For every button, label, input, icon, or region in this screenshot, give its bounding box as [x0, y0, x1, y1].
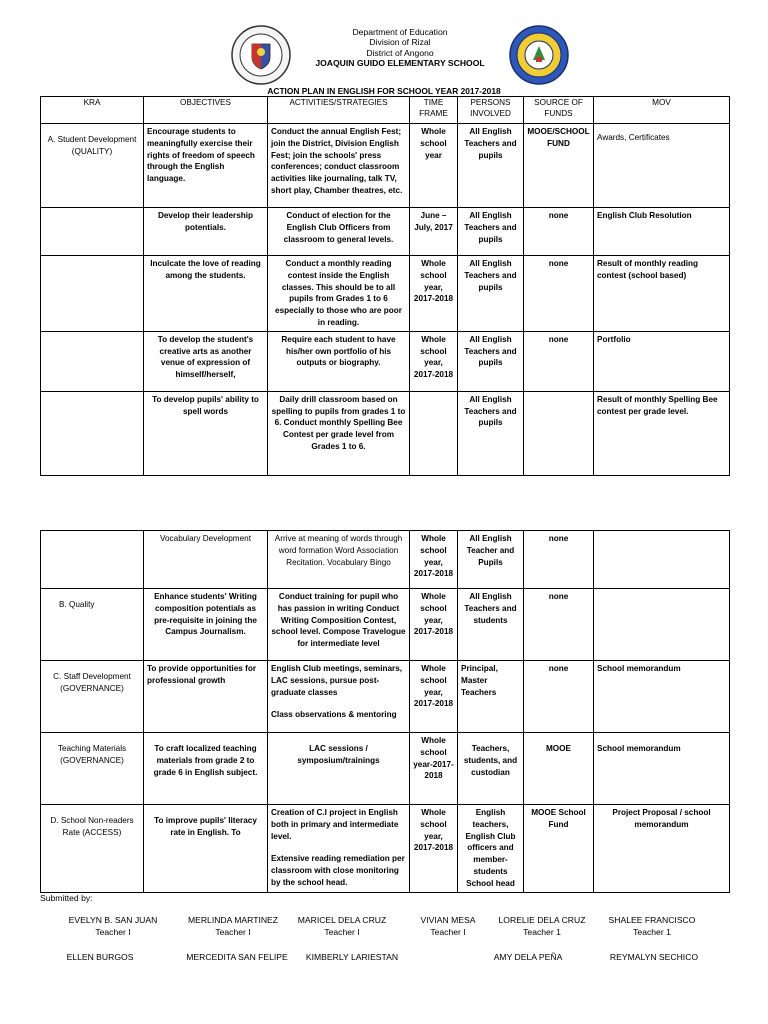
- column-header-persons: PERSONS INVOLVED: [458, 97, 524, 124]
- activities-cell: Conduct of election for the English Club Officers from classroom to general levels.: [268, 208, 410, 256]
- signatory: [594, 951, 714, 963]
- funds-cell: [524, 391, 594, 475]
- persons-cell: English teachers, English Club officers and member-students School head: [458, 805, 524, 893]
- kra-cell: Teaching Materials (GOVERNANCE): [41, 733, 144, 805]
- kra-cell: A. Student Development (QUALITY): [41, 124, 144, 208]
- time-frame-cell: Whole school year, 2017-2018: [410, 661, 458, 733]
- kra-cell: [41, 391, 144, 475]
- signatory-name: AMY DELA PEÑA: [493, 952, 563, 962]
- time-frame-cell: Whole school year, 2017-2018: [410, 531, 458, 589]
- kra-cell: [41, 331, 144, 391]
- column-header-activities: ACTIVITIES/STRATEGIES: [268, 97, 410, 124]
- activities-cell: Conduct a monthly reading contest inside the English classes. This should be to all pupils from Grades 1 to 6 especially to those who are poor in reading.: [268, 256, 410, 332]
- document-header: [230, 27, 570, 68]
- signatory-name: KIMBERLY LARIESTAN: [305, 952, 399, 962]
- table-row: [41, 589, 730, 661]
- persons-cell: All English Teachers and pupils: [458, 208, 524, 256]
- funds-cell: none: [524, 331, 594, 391]
- mov-cell: Result of monthly Spelling Bee contest per grade level.: [594, 391, 730, 475]
- mov-cell: Project Proposal / school memorandum: [594, 805, 730, 893]
- kra-cell: [41, 208, 144, 256]
- column-header-objectives: OBJECTIVES: [144, 97, 268, 124]
- objective-cell: To develop the student's creative arts as another venue of expression of himself/herself,: [144, 331, 268, 391]
- persons-cell: All English Teachers and pupils: [458, 256, 524, 332]
- activities-cell: Require each student to have his/her own portfolio of his outputs or biography.: [268, 331, 410, 391]
- signatory-name: MERLINDA MARTINEZ: [187, 915, 279, 925]
- funds-cell: none: [524, 661, 594, 733]
- objective-cell: Enhance students' Writing composition potentials as pre-requisite in joining the Campus Journalism.: [144, 589, 268, 661]
- signatory-role: Teacher I: [215, 927, 251, 937]
- column-header-funds: SOURCE OF FUNDS: [524, 97, 594, 124]
- activities-text: Creation of C.I project in English both in primary and intermediate level.: [271, 808, 399, 841]
- signatory-name: LORELIE DELA CRUZ: [498, 915, 586, 925]
- table-row: [41, 733, 730, 805]
- table-row: [41, 531, 730, 589]
- column-header-mov: MOV: [594, 97, 730, 124]
- persons-cell: All English Teachers and pupils: [458, 124, 524, 208]
- school-name: JOAQUIN GUIDO ELEMENTARY SCHOOL: [315, 57, 485, 68]
- table-row: [41, 124, 730, 208]
- signatory-name: MARICEL DELA CRUZ: [297, 915, 387, 925]
- mov-cell: Awards, Certificates: [594, 124, 730, 208]
- mov-cell: [594, 531, 730, 589]
- signatory: [40, 951, 160, 963]
- activities-text-secondary: Class observations & mentoring: [271, 710, 397, 720]
- objective-cell: To improve pupils' literacy rate in English. To: [144, 805, 268, 893]
- funds-cell: MOOE/SCHOOL FUND: [524, 124, 594, 208]
- activities-cell: LAC sessions / symposium/trainings: [268, 733, 410, 805]
- activities-cell: Arrive at meaning of words through word formation Word Association Recitation. Vocabulary Bingo: [268, 531, 410, 589]
- time-frame-cell: Whole school year: [410, 124, 458, 208]
- activities-cell: Daily drill classroom based on spelling to pupils from grades 1 to 6. Conduct monthly Spelling Bee Contest per grade level from Grades 1 to 6.: [268, 391, 410, 475]
- department-line: Department of Education: [352, 27, 448, 37]
- persons-cell: All English Teacher and Pupils: [458, 531, 524, 589]
- objective-cell: To craft localized teaching materials from grade 2 to grade 6 in English subject.: [144, 733, 268, 805]
- objective-cell: Develop their leadership potentials.: [144, 208, 268, 256]
- table-header-row: [41, 97, 730, 124]
- funds-cell: none: [524, 531, 594, 589]
- mov-cell: [594, 589, 730, 661]
- column-header-time-frame: TIME FRAME: [410, 97, 458, 124]
- signatory-name: VIVIAN MESA: [420, 915, 476, 925]
- funds-cell: MOOE: [524, 733, 594, 805]
- table-row: [41, 331, 730, 391]
- kra-cell: C. Staff Development (GOVERNANCE): [41, 661, 144, 733]
- time-frame-cell: Whole school year, 2017-2018: [410, 589, 458, 661]
- signatory-role: Teacher 1: [523, 927, 561, 937]
- table-row: [41, 391, 730, 475]
- division-line: Division of Rizal: [369, 37, 431, 48]
- mov-cell: Result of monthly reading contest (school based): [594, 256, 730, 332]
- mov-cell: School memorandum: [594, 733, 730, 805]
- signatory-name: ELLEN BURGOS: [66, 952, 134, 962]
- kra-cell: [41, 531, 144, 589]
- signatory-role: Teacher I: [430, 927, 466, 937]
- submitted-by-label: Submitted by:: [40, 893, 93, 903]
- signatory-role: Teacher 1: [633, 927, 671, 937]
- time-frame-cell: Whole school year, 2017-2018: [410, 331, 458, 391]
- action-plan-table: [40, 96, 730, 476]
- table-row: [41, 805, 730, 893]
- mov-cell: English Club Resolution: [594, 208, 730, 256]
- activities-cell: Conduct the annual English Fest; join the District, Division English Fest; join the schools' press conferences; conduct classroom activities like journaling, talk TV, short play, Chamber theatres, etc.: [268, 124, 410, 208]
- time-frame-cell: [410, 391, 458, 475]
- signatory: [468, 951, 588, 963]
- mov-cell: Portfolio: [594, 331, 730, 391]
- activities-cell: Conduct training for pupil who has passion in writing Conduct Writing Composition Contest, school level. Compose Travelogue for intermediate level: [268, 589, 410, 661]
- persons-cell: All English Teachers and pupils: [458, 391, 524, 475]
- activities-text: English Club meetings, seminars, LAC sessions, pursue post-graduate classes: [271, 664, 403, 697]
- time-frame-cell: Whole school year, 2017-2018: [410, 256, 458, 332]
- document-title: ACTION PLAN IN ENGLISH FOR SCHOOL YEAR 2017-2018: [267, 86, 501, 96]
- signatory-role: Teacher I: [95, 927, 131, 937]
- persons-cell: Principal, Master Teachers: [458, 661, 524, 733]
- activities-text-secondary: Extensive reading remediation per classroom with close monitoring by the school head.: [271, 854, 405, 887]
- time-frame-cell: Whole school year-2017-2018: [410, 733, 458, 805]
- table-row: [41, 256, 730, 332]
- persons-cell: All English Teachers and pupils: [458, 331, 524, 391]
- signatory: [292, 951, 412, 963]
- signatory-name: EVELYN B. SAN JUAN: [68, 915, 158, 925]
- activities-cell: [268, 661, 410, 733]
- funds-cell: none: [524, 589, 594, 661]
- signatory: [53, 914, 173, 938]
- objective-cell: Vocabulary Development: [144, 531, 268, 589]
- table-row: [41, 208, 730, 256]
- signatory-name: MERCEDITA SAN FELIPE: [186, 952, 288, 962]
- funds-cell: MOOE School Fund: [524, 805, 594, 893]
- signatory: [173, 914, 293, 938]
- column-header-kra: KRA: [41, 97, 144, 124]
- district-line: District of Angono: [366, 47, 434, 58]
- persons-cell: All English Teachers and students: [458, 589, 524, 661]
- action-plan-table-continued: [40, 530, 730, 893]
- objective-cell: Inculcate the love of reading among the students.: [144, 256, 268, 332]
- objective-cell: Encourage students to meaningfully exercise their rights of freedom of speech through the English language.: [144, 124, 268, 208]
- funds-cell: none: [524, 208, 594, 256]
- signatory-role: Teacher I: [324, 927, 360, 937]
- signatory: [482, 914, 602, 938]
- kra-cell: D. School Non-readers Rate (ACCESS): [41, 805, 144, 893]
- persons-cell: Teachers, students, and custodian: [458, 733, 524, 805]
- objective-cell: To develop pupils' ability to spell words: [144, 391, 268, 475]
- kra-cell: B. Quality: [41, 589, 144, 661]
- signatory: [592, 914, 712, 938]
- table-row: [41, 661, 730, 733]
- objective-cell: To provide opportunities for professional growth: [144, 661, 268, 733]
- signatory: [282, 914, 402, 938]
- mov-cell: School memorandum: [594, 661, 730, 733]
- signatory: [177, 951, 297, 963]
- time-frame-cell: June – July, 2017: [410, 208, 458, 256]
- funds-cell: none: [524, 256, 594, 332]
- signatory-name: REYMALYN SECHICO: [609, 952, 699, 962]
- time-frame-cell: Whole school year, 2017-2018: [410, 805, 458, 893]
- signatory-name: SHALEE FRANCISCO: [608, 915, 696, 925]
- kra-cell: [41, 256, 144, 332]
- activities-cell: [268, 805, 410, 893]
